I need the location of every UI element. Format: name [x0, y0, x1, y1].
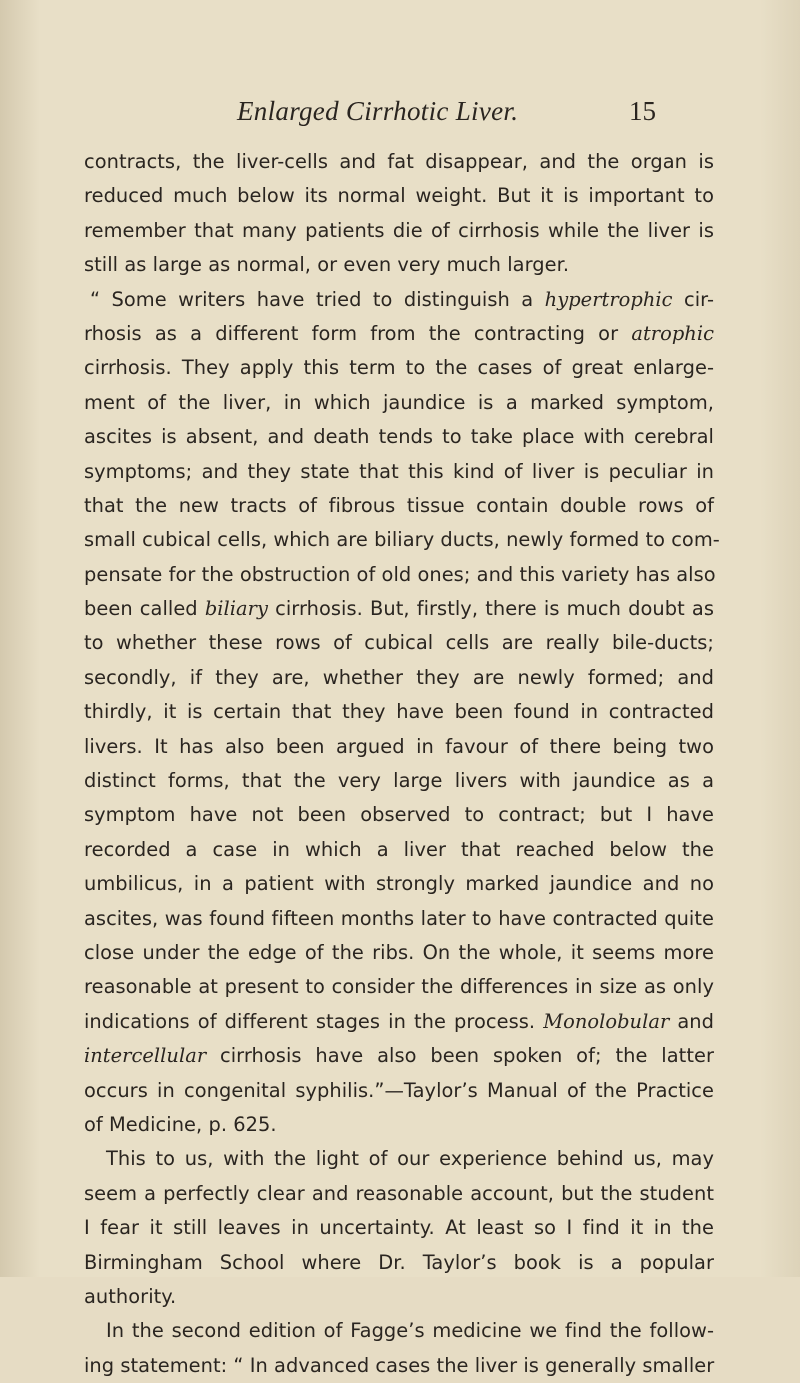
text-segment: to whether these rows of cubical cells are really bile-ducts; [84, 631, 714, 655]
text-line [84, 1280, 714, 1314]
text-line [84, 1039, 714, 1073]
text-line [84, 1314, 714, 1348]
text-segment: umbilicus, in a patient with strongly marked jaundice and no [84, 872, 714, 896]
text-line [84, 455, 714, 489]
text-line [84, 1108, 714, 1142]
text-segment: thirdly, it is certain that they have been found in contracted [84, 700, 714, 724]
text-segment: ing statement: “ In advanced cases the liver is generally smaller [84, 1353, 715, 1377]
text-segment: I fear it still leaves in uncertainty. At least so I find it in the [84, 1216, 714, 1240]
text-segment: This to us, with the light of our experience behind us, may [106, 1147, 714, 1171]
text-line [84, 283, 714, 317]
text-segment: cirrhosis. They apply this term to the cases of great enlarge- [84, 356, 714, 380]
text-line [84, 1349, 714, 1383]
text-segment: ascites, was found fifteen months later to have contracted quite [84, 906, 714, 930]
text-segment: still as large as normal, or even very much larger. [84, 253, 570, 277]
text-line [84, 145, 714, 179]
text-line [84, 695, 714, 729]
text-line [84, 592, 714, 626]
italic-term: atrophic [631, 321, 714, 345]
text-segment: small cubical cells, which are biliary ducts, newly formed to com- [84, 528, 720, 552]
text-line [84, 1246, 714, 1280]
text-line [84, 902, 714, 936]
text-segment: reasonable at present to consider the differences in size as only [84, 975, 714, 999]
text-segment: In the second edition of Fagge’s medicine we find the follow- [106, 1319, 714, 1343]
page-number: 15 [629, 96, 656, 126]
text-segment: that the new tracts of fibrous tissue contain double rows of [84, 493, 714, 517]
text-segment: rhosis as a different form from the contracting or [84, 321, 632, 345]
text-line [84, 1177, 714, 1211]
text-segment: secondly, if they are, whether they are newly formed; and [84, 665, 714, 689]
text-segment: contracts, the liver-cells and fat disappear, and the organ is [84, 150, 714, 173]
text-line [84, 1074, 714, 1108]
text-segment: livers. It has also been argued in favour of there being two [84, 734, 714, 758]
text-segment: distinct forms, that the very large livers with jaundice as a [84, 769, 714, 793]
text-line [84, 317, 714, 351]
text-line [84, 798, 714, 832]
text-segment: authority. [84, 1284, 177, 1308]
text-segment: symptoms; and they state that this kind of liver is peculiar in [84, 459, 714, 483]
text-line [84, 523, 720, 557]
text-line [84, 386, 714, 420]
text-segment: symptom have not been observed to contract; but I have [84, 803, 714, 827]
italic-term: intercellular [84, 1044, 207, 1068]
text-segment: cirrhosis. But, firstly, there is much doubt as [267, 597, 714, 621]
text-line [84, 626, 714, 660]
text-line [84, 936, 714, 970]
text-segment: remember that many patients die of cirrhosis while the liver is [84, 218, 714, 242]
body-text [84, 145, 720, 1383]
page-header [0, 96, 800, 132]
text-line [84, 730, 714, 764]
text-line [84, 833, 714, 867]
text-segment: pensate for the obstruction of old ones; and this variety has also [84, 562, 716, 586]
text-segment: occurs in congenital syphilis.”—Taylor’s Manual of the Practice [84, 1078, 714, 1102]
text-line [84, 489, 714, 523]
text-line [84, 351, 714, 385]
text-line [84, 1142, 714, 1176]
text-segment: cir- [672, 287, 714, 311]
text-line [84, 661, 714, 695]
text-line [84, 214, 714, 248]
text-segment: close under the edge of the ribs. On the whole, it seems more [84, 940, 714, 964]
text-segment: indications of different stages in the process. [84, 1009, 544, 1033]
text-segment: reduced much below its normal weight. But it is important to [84, 184, 714, 208]
italic-term: hypertrophic [544, 287, 673, 311]
text-segment: Birmingham School where Dr. Taylor’s book is a popular [84, 1250, 714, 1274]
running-title: Enlarged Cirrhotic Liver. [237, 96, 519, 126]
text-line [84, 248, 714, 282]
text-line [84, 1005, 714, 1039]
text-line [84, 420, 714, 454]
text-segment: cirrhosis have also been spoken of; the latter [206, 1044, 714, 1068]
text-segment: recorded a case in which a liver that reached below the [84, 837, 714, 861]
text-segment: and [669, 1009, 714, 1033]
text-line [84, 764, 714, 798]
text-segment: seem a perfectly clear and reasonable account, but the student [84, 1181, 714, 1205]
text-segment: “ Some writers have tried to distinguish a [90, 287, 545, 311]
text-segment: ascites is absent, and death tends to take place with cerebral [84, 425, 714, 449]
italic-term: Monolobular [543, 1009, 670, 1033]
text-segment: of Medicine, p. 625. [84, 1112, 277, 1136]
text-segment: been called [84, 597, 205, 621]
text-line [84, 970, 714, 1004]
text-line [84, 179, 714, 213]
italic-term: biliary [204, 597, 268, 621]
text-line [84, 867, 714, 901]
text-line [84, 558, 714, 592]
text-segment: ment of the liver, in which jaundice is a marked symptom, [84, 390, 714, 414]
text-line [84, 1211, 714, 1245]
